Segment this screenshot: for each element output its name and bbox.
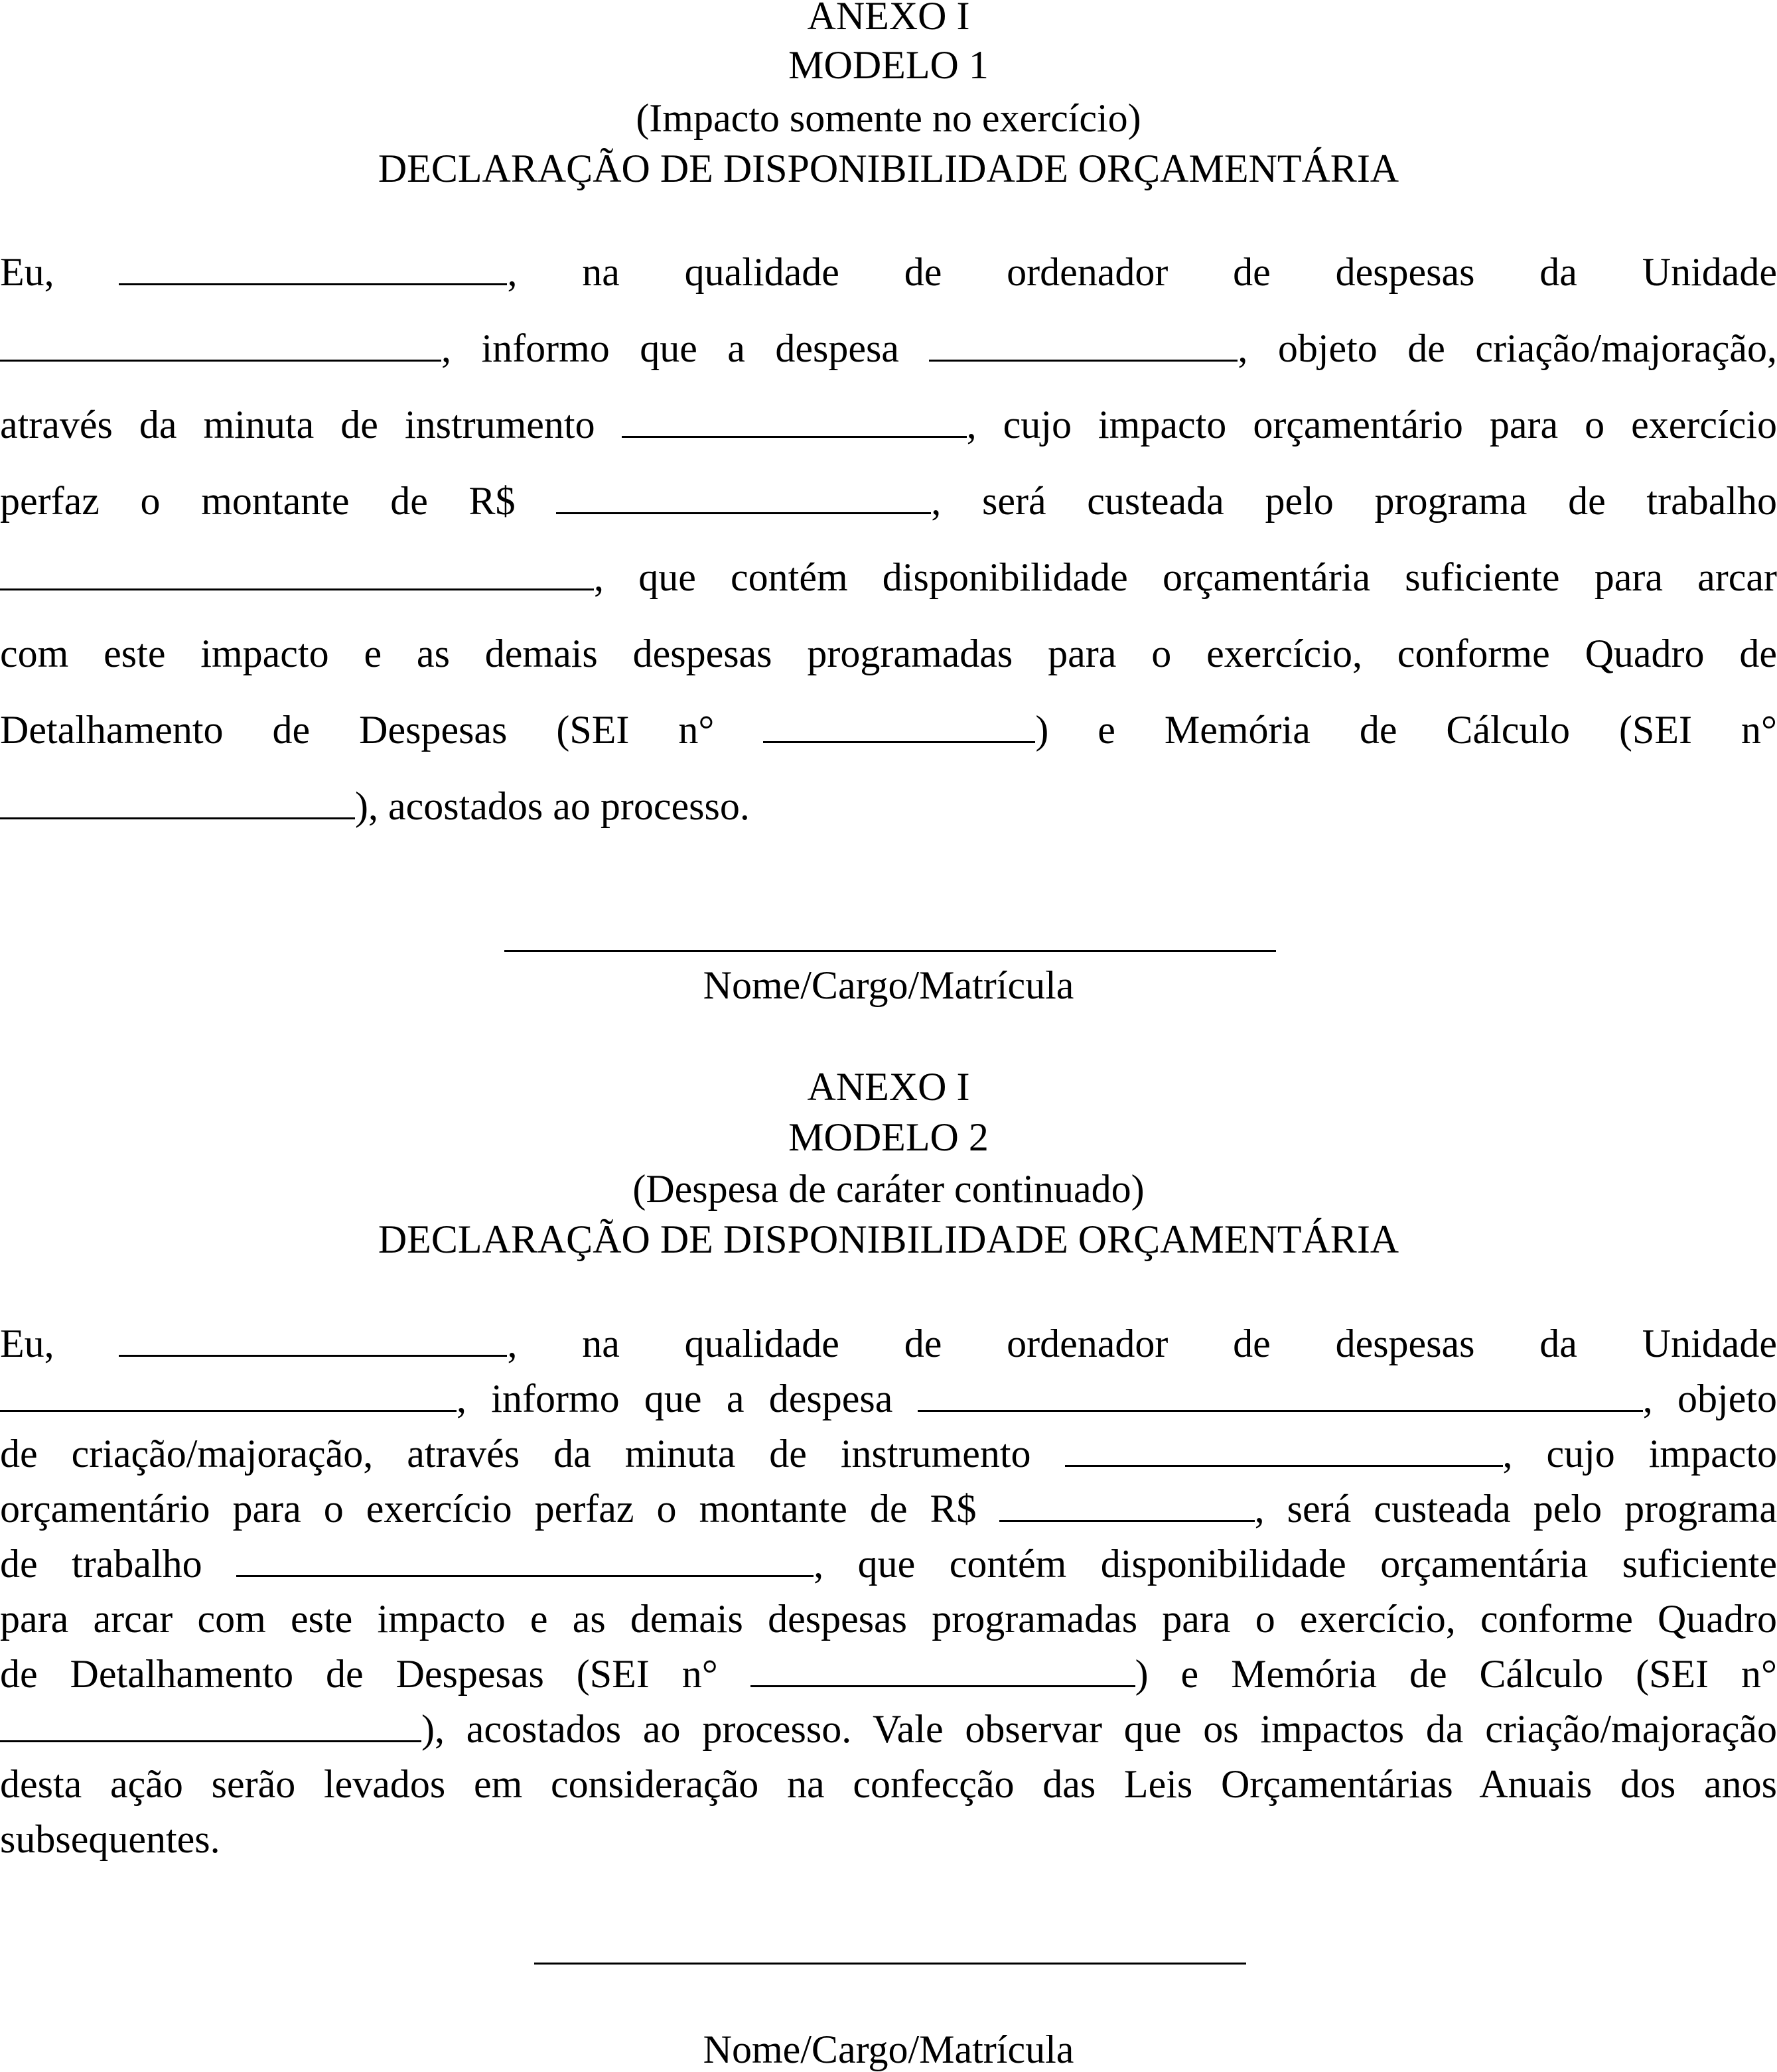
text: , cujo impacto — [1502, 1432, 1777, 1476]
annex-heading-1: ANEXO I — [807, 0, 970, 38]
body2-line-3 — [0, 1430, 1777, 1477]
body2-line-9: desta ação serão levados em consideração na confecção das Leis Orçamentárias Anuais dos anos — [0, 1762, 1777, 1806]
fill-blank-instrument — [622, 405, 967, 438]
text: ) e Memória de Cálculo (SEI n° — [1035, 708, 1777, 752]
declaration-title-2: DECLARAÇÃO DE DISPONIBILIDADE ORÇAMENTÁRIA — [378, 1217, 1399, 1261]
text: Eu, — [0, 1322, 54, 1365]
fill-blank-sei-1 — [763, 711, 1035, 743]
model-heading-2: MODELO 2 — [788, 1115, 989, 1159]
body1-line-1 — [0, 249, 1777, 295]
fill-blank-unit — [0, 329, 441, 362]
text: Detalhamento de Despesas (SEI n° — [0, 708, 715, 752]
text: de Detalhamento de Despesas (SEI n° — [0, 1652, 718, 1696]
text: , informo que a despesa — [457, 1377, 893, 1420]
annex-heading-2: ANEXO I — [807, 1065, 970, 1109]
body1-line-6: com este impacto e as demais despesas programadas para o exercício, conforme Quadro de — [0, 632, 1777, 675]
model-subtitle-2: (Despesa de caráter continuado) — [632, 1167, 1145, 1211]
text: ) e Memória de Cálculo (SEI n° — [1135, 1652, 1777, 1696]
fill-blank-sei-2 — [0, 1710, 421, 1742]
body2-line-6: para arcar com este impacto e as demais despesas programadas para o exercício, conforme Quadro — [0, 1597, 1777, 1641]
body1-line-5 — [0, 554, 1777, 600]
text: Eu, — [0, 250, 54, 294]
fill-blank-name — [119, 1324, 507, 1357]
fill-blank-sei-1 — [750, 1655, 1135, 1687]
body2-line-7 — [0, 1651, 1777, 1697]
body1-line-2 — [0, 325, 1777, 372]
signature-label-2: Nome/Cargo/Matrícula — [703, 2028, 1074, 2071]
body1-line-7 — [0, 707, 1777, 753]
body2-line-4 — [0, 1485, 1777, 1532]
body1-line-4 — [0, 478, 1777, 524]
fill-blank-program — [0, 558, 594, 590]
text: de trabalho — [0, 1542, 202, 1586]
body1-line-3 — [0, 401, 1777, 448]
model-heading-1: MODELO 1 — [788, 43, 989, 87]
text: perfaz o montante de R$ — [0, 479, 516, 523]
fill-blank-instrument — [1065, 1434, 1503, 1467]
text: , objeto de criação/majoração, — [1238, 326, 1777, 370]
fill-blank-sei-2 — [0, 787, 355, 819]
text: , informo que a despesa — [441, 326, 899, 370]
fill-blank-unit — [0, 1379, 457, 1412]
text: ), acostados ao processo. Vale observar que os impactos da criação/majoração — [421, 1707, 1777, 1751]
text: ), acostados ao processo. — [355, 784, 750, 828]
text: , será custeada pelo programa de trabalho — [931, 479, 1777, 523]
fill-blank-amount — [999, 1489, 1255, 1522]
fill-blank-name — [119, 253, 507, 285]
body2-line-5 — [0, 1541, 1777, 1587]
text: orçamentário para o exercício perfaz o montante de R$ — [0, 1487, 977, 1531]
text: , objeto — [1642, 1377, 1777, 1420]
text: , que contém disponibilidade orçamentária suficiente para arcar — [594, 555, 1777, 599]
fill-blank-amount — [556, 482, 931, 514]
model-subtitle-1: (Impacto somente no exercício) — [636, 96, 1141, 140]
text: de criação/majoração, através da minuta de instrumento — [0, 1432, 1031, 1476]
text: através da minuta de instrumento — [0, 403, 595, 447]
signature-line-1 — [504, 950, 1276, 952]
signature-label-1: Nome/Cargo/Matrícula — [703, 963, 1074, 1007]
declaration-title-1: DECLARAÇÃO DE DISPONIBILIDADE ORÇAMENTÁRIA — [378, 147, 1399, 190]
text: , na qualidade de ordenador de despesas da Unidade — [507, 250, 1777, 294]
text: , será custeada pelo programa — [1254, 1487, 1777, 1531]
signature-line-2 — [534, 1963, 1246, 1965]
fill-blank-expense — [929, 329, 1238, 362]
body2-line-8 — [0, 1706, 1777, 1752]
fill-blank-expense — [918, 1379, 1643, 1412]
body1-line-8 — [0, 783, 1777, 829]
body2-line-10: subsequentes. — [0, 1817, 220, 1861]
text: , que contém disponibilidade orçamentária suficiente — [814, 1542, 1777, 1586]
text: , na qualidade de ordenador de despesas da Unidade — [507, 1322, 1777, 1365]
body2-line-1 — [0, 1320, 1777, 1367]
fill-blank-program — [236, 1545, 814, 1577]
text: , cujo impacto orçamentário para o exercício — [966, 403, 1777, 447]
body2-line-2 — [0, 1375, 1777, 1422]
